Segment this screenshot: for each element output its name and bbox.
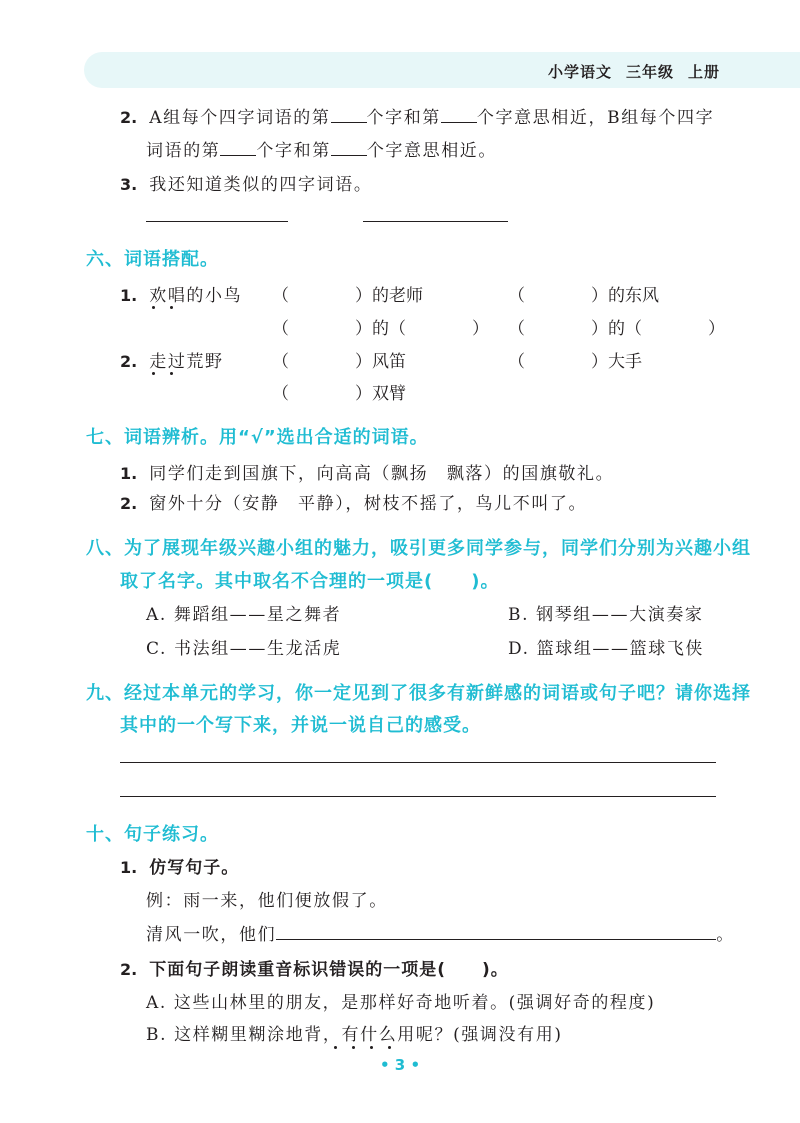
q7-item1-number: 1. <box>120 464 138 483</box>
q7-item2-text: 窗外十分（安静 平静），树枝不摇了，鸟儿不叫了。 <box>149 494 588 514</box>
paren-close: ） <box>708 319 725 339</box>
q8-option-a[interactable]: A. 舞蹈组——星之舞者 <box>146 605 342 625</box>
q6-item1-pair2[interactable] <box>508 281 659 306</box>
q10-answer-blank[interactable] <box>276 923 716 940</box>
paren-open: （ <box>272 352 289 372</box>
q5-answer-line-1[interactable] <box>146 221 288 222</box>
q6-item1-pair4[interactable] <box>508 314 725 339</box>
header-subject: 小学语文 <box>547 63 612 81</box>
q8-option-c[interactable]: C. 书法组——生龙活虎 <box>146 639 342 659</box>
q6-item1-label <box>120 281 242 306</box>
q6-item2-word: 走过荒野 <box>149 352 224 372</box>
q5-item2-text-f: 个字意思相近。 <box>366 141 498 161</box>
q6-item1-emphasis-dot <box>170 306 173 309</box>
header-volume: 上册 <box>687 63 720 81</box>
q9-answer-line-2[interactable] <box>120 796 716 797</box>
q9-title-line1: 九、经过本单元的学习，你一定见到了很多有新鲜感的词语或句子吧？请你选择 <box>86 683 751 704</box>
q7-title: 七、词语辨析。用“√”选出合适的词语。 <box>86 427 429 448</box>
q5-item2-line1 <box>120 103 714 128</box>
q6-item2-pair2[interactable] <box>508 347 642 372</box>
pair-text: ）的老师 <box>355 286 423 306</box>
q10-option-a[interactable]: A. 这些山林里的朋友，是那样好奇地听着。(强调好奇的程度) <box>146 993 656 1013</box>
q10-item1-number: 1. <box>120 858 138 877</box>
q5-item2-text-a: A组每个四字词语的第 <box>149 108 331 128</box>
q10-title: 十、句子练习。 <box>86 824 219 845</box>
q9-answer-line-1[interactable] <box>120 762 716 763</box>
q8-title-line2: 取了名字。其中取名不合理的一项是( )。 <box>120 571 500 592</box>
q5-blank-4[interactable] <box>331 139 367 156</box>
q7-item1 <box>120 459 614 484</box>
q5-item3-text: 我还知道类似的四字词语。 <box>149 175 373 195</box>
q5-item2-text-c: 个字意思相近，B组每个四字 <box>476 108 715 128</box>
q5-item2-text-d: 词语的第 <box>146 141 221 161</box>
q10-item2-text: 下面句子朗读重音标识错误的一项是( )。 <box>149 960 509 980</box>
q8-option-b[interactable]: B. 钢琴组——大演奏家 <box>508 605 704 625</box>
q5-item2-number: 2. <box>120 108 138 127</box>
pair-text: ）双臂 <box>355 384 406 404</box>
q5-item2-text-b: 个字和第 <box>366 108 441 128</box>
q6-item2-emphasis-dot <box>170 372 173 375</box>
q6-item1-word: 欢唱的小鸟 <box>149 286 243 306</box>
q10-prompt-text: 清风一吹，他们 <box>146 925 277 945</box>
q7-item2 <box>120 489 587 514</box>
pair-text: ）大手 <box>591 352 642 372</box>
q6-item2-label <box>120 347 224 372</box>
q6-item2-pair1[interactable] <box>272 347 406 372</box>
paren-open: （ <box>272 286 289 306</box>
q7-item1-text: 同学们走到国旗下，向高高（飘扬 飘落）的国旗敬礼。 <box>149 464 615 484</box>
q6-item1-pair1[interactable] <box>272 281 423 306</box>
q6-item2-number: 2. <box>120 352 138 371</box>
q10-emphasis-dot <box>334 1046 337 1049</box>
q10-emphasis-dot <box>352 1046 355 1049</box>
q6-item1-emphasis-dot <box>152 306 155 309</box>
q10-option-b[interactable]: B. 这样糊里糊涂地背，有什么用呢？(强调没有用) <box>146 1025 563 1045</box>
q10-item2-number: 2. <box>120 960 138 979</box>
q5-item3-number: 3. <box>120 175 138 194</box>
paren-open: （ <box>272 319 289 339</box>
q8-option-d[interactable]: D. 篮球组——篮球飞侠 <box>508 639 705 659</box>
paren-open: （ <box>508 286 525 306</box>
pair-text: ）的（ <box>591 319 642 339</box>
q5-item3 <box>120 170 372 195</box>
q6-item2-pair3[interactable] <box>272 379 406 404</box>
q6-item2-emphasis-dot <box>152 372 155 375</box>
q5-blank-3[interactable] <box>220 139 256 156</box>
q8-title-line1: 八、为了展现年级兴趣小组的魅力，吸引更多同学参与，同学们分别为兴趣小组 <box>86 538 751 559</box>
q5-answer-line-2[interactable] <box>363 221 508 222</box>
q10-item2 <box>120 955 509 980</box>
page-header <box>534 61 720 82</box>
paren-open: （ <box>508 319 525 339</box>
q6-title: 六、词语搭配。 <box>86 249 219 270</box>
paren-open: （ <box>272 384 289 404</box>
q10-prompt <box>146 920 735 945</box>
q6-item1-number: 1. <box>120 286 138 305</box>
pair-text: ）的（ <box>355 319 406 339</box>
paren-close: ） <box>472 319 489 339</box>
q10-item1-text: 仿写句子。 <box>149 858 240 878</box>
pair-text: ）风笛 <box>355 352 406 372</box>
q6-item1-pair3[interactable] <box>272 314 489 339</box>
q5-blank-1[interactable] <box>331 106 367 123</box>
q5-item2-text-e: 个字和第 <box>256 141 331 161</box>
q9-title-line2: 其中的一个写下来，并说一说自己的感受。 <box>120 715 481 736</box>
q10-item1 <box>120 853 239 878</box>
q5-blank-2[interactable] <box>441 106 477 123</box>
q10-example: 例：雨一来，他们便放假了。 <box>146 891 388 911</box>
header-grade: 三年级 <box>625 63 674 81</box>
q7-item2-number: 2. <box>120 494 138 513</box>
page-number: • 3 • <box>379 1056 421 1074</box>
q5-item2-line2 <box>146 136 497 161</box>
paren-open: （ <box>508 352 525 372</box>
q10-emphasis-dot <box>370 1046 373 1049</box>
q10-emphasis-dot <box>388 1046 391 1049</box>
pair-text: ）的东风 <box>591 286 659 306</box>
q10-prompt-end: 。 <box>716 925 735 945</box>
